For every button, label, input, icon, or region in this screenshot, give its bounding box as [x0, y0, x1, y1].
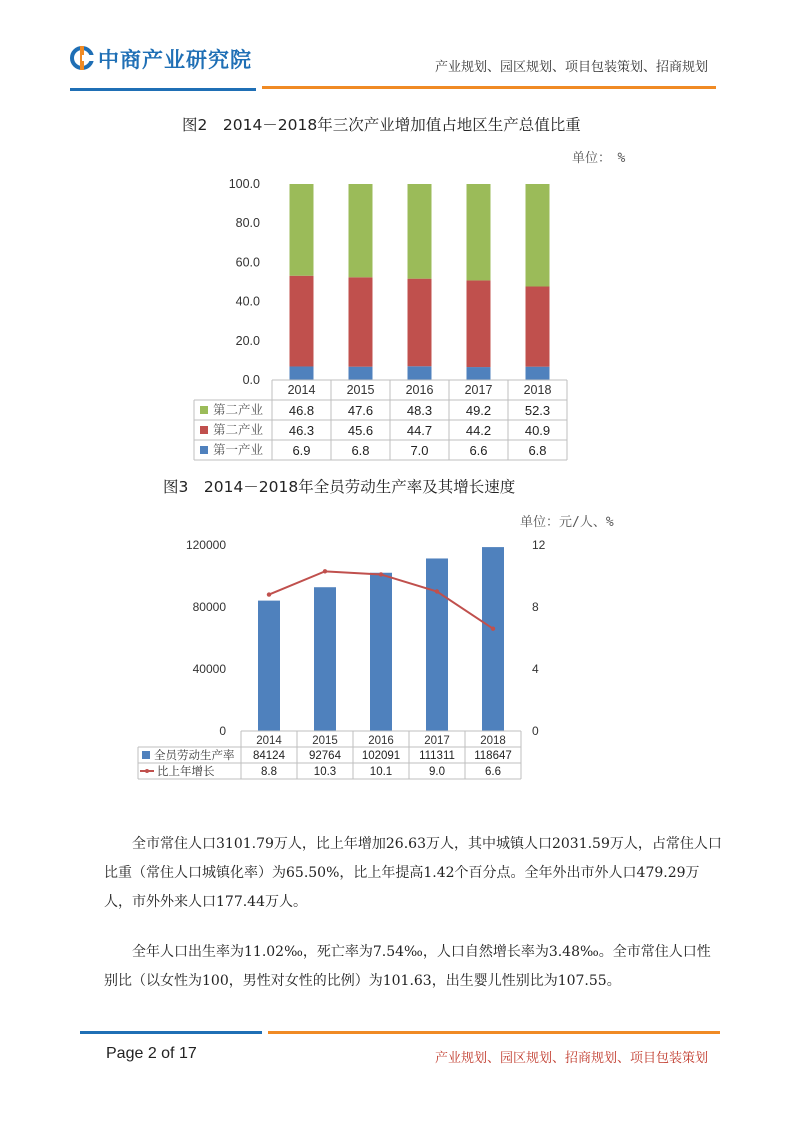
legend-label: 比上年增长	[157, 766, 215, 778]
legend-swatch	[142, 751, 150, 759]
data-label: 40.9	[524, 423, 551, 438]
data-label: 6.9	[292, 443, 311, 458]
paragraph-birth-rate: 全年人口出生率为11.02‰，死亡率为7.54‰，人口自然增长率为3.48‰。全市常住人口性别比（以女性为100，男性对女性的比例）为101.63，出生婴儿性别比为107.55。	[104, 944, 711, 989]
x-category-label: 2014	[287, 383, 316, 397]
page-number: Page 2 of 17	[106, 1045, 197, 1062]
y-tick-label: 40.0	[235, 294, 260, 309]
data-label: 45.6	[347, 423, 374, 438]
bar	[370, 573, 392, 731]
data-label: 7.0	[410, 443, 429, 458]
y-right-tick-label: 12	[532, 538, 546, 552]
data-label: 52.3	[524, 403, 551, 418]
logo-text: 中商产业研究院	[98, 48, 252, 72]
y-left-tick-label: 120000	[185, 538, 226, 552]
data-label: 46.8	[288, 403, 315, 418]
bar	[314, 587, 336, 731]
data-label: 6.6	[469, 443, 488, 458]
y-tick-label: 100.0	[228, 177, 260, 191]
y-tick-label: 0.0	[242, 373, 260, 387]
y-left-tick-label: 80000	[192, 600, 226, 614]
x-category-label: 2015	[346, 383, 375, 397]
figure2-title: 图2 2014－2018年三次产业增加值占地区生产总值比重	[182, 116, 581, 134]
line-point	[323, 569, 327, 573]
x-category-label: 2017	[424, 735, 450, 747]
y-left-tick-label: 40000	[192, 662, 226, 676]
data-label: 6.6	[485, 766, 501, 778]
data-label: 46.3	[288, 423, 315, 438]
x-category-label: 2018	[523, 383, 552, 397]
legend-label: 第二产业	[213, 423, 264, 437]
footer-slogan: 产业规划、园区规划、招商规划、项目包装策划	[434, 1051, 708, 1066]
data-label: 44.2	[465, 423, 492, 438]
line-point	[435, 589, 439, 593]
y-tick-label: 20.0	[235, 333, 260, 348]
footer-divider-blue	[80, 1031, 262, 1034]
figure3-unit: 单位：元/人、%	[520, 515, 614, 530]
bar	[426, 558, 448, 731]
data-label: 49.2	[465, 403, 492, 418]
data-label: 84124	[253, 750, 285, 762]
y-tick-label: 60.0	[235, 255, 260, 270]
line-point	[267, 592, 271, 596]
x-category-label: 2016	[405, 383, 434, 397]
legend-label: 全员劳动生产率	[154, 750, 235, 762]
data-label: 6.8	[351, 443, 370, 458]
figure2-unit: 单位： %	[572, 151, 626, 166]
line-point	[379, 572, 383, 576]
data-label: 44.7	[406, 423, 433, 438]
line-point	[491, 627, 495, 631]
x-category-label: 2017	[464, 383, 493, 397]
legend-label: 第一产业	[213, 443, 264, 457]
data-label: 10.1	[369, 766, 393, 778]
footer-divider-orange	[268, 1031, 720, 1034]
data-label: 9.0	[429, 766, 445, 778]
legend-label: 第二产业	[213, 403, 264, 417]
y-right-tick-label: 0	[532, 724, 539, 738]
legend-marker	[145, 769, 149, 773]
data-label: 10.3	[313, 766, 337, 778]
x-category-label: 2014	[256, 735, 282, 747]
data-label: 6.8	[528, 443, 547, 458]
y-right-tick-label: 8	[532, 600, 539, 614]
x-category-label: 2018	[480, 735, 506, 747]
data-label: 102091	[361, 750, 401, 762]
y-right-tick-label: 4	[532, 662, 539, 676]
data-label: 48.3	[406, 403, 433, 418]
data-label: 8.8	[261, 766, 277, 778]
x-category-label: 2015	[312, 735, 338, 747]
header-slogan: 产业规划、园区规划、项目包装策划、招商规划	[434, 60, 708, 75]
x-category-label: 2016	[368, 735, 394, 747]
data-label: 118647	[474, 750, 512, 762]
data-label: 92764	[309, 750, 341, 762]
data-label: 111311	[419, 750, 455, 762]
figure3-title: 图3 2014－2018年全员劳动生产率及其增长速度	[163, 478, 516, 496]
bar	[482, 547, 504, 731]
paragraph-population: 全市常住人口3101.79万人，比上年增加26.63万人，其中城镇人口2031.59万人，占常住人口比重（常住人口城镇化率）为65.50%，比上年提高1.42个百分点。全年外出市外人口479.29万人，市外外来人口177.44万人。	[104, 836, 722, 910]
y-left-tick-label: 0	[219, 724, 226, 738]
bar	[258, 601, 280, 731]
y-tick-label: 80.0	[235, 216, 260, 231]
data-label: 47.6	[347, 403, 374, 418]
